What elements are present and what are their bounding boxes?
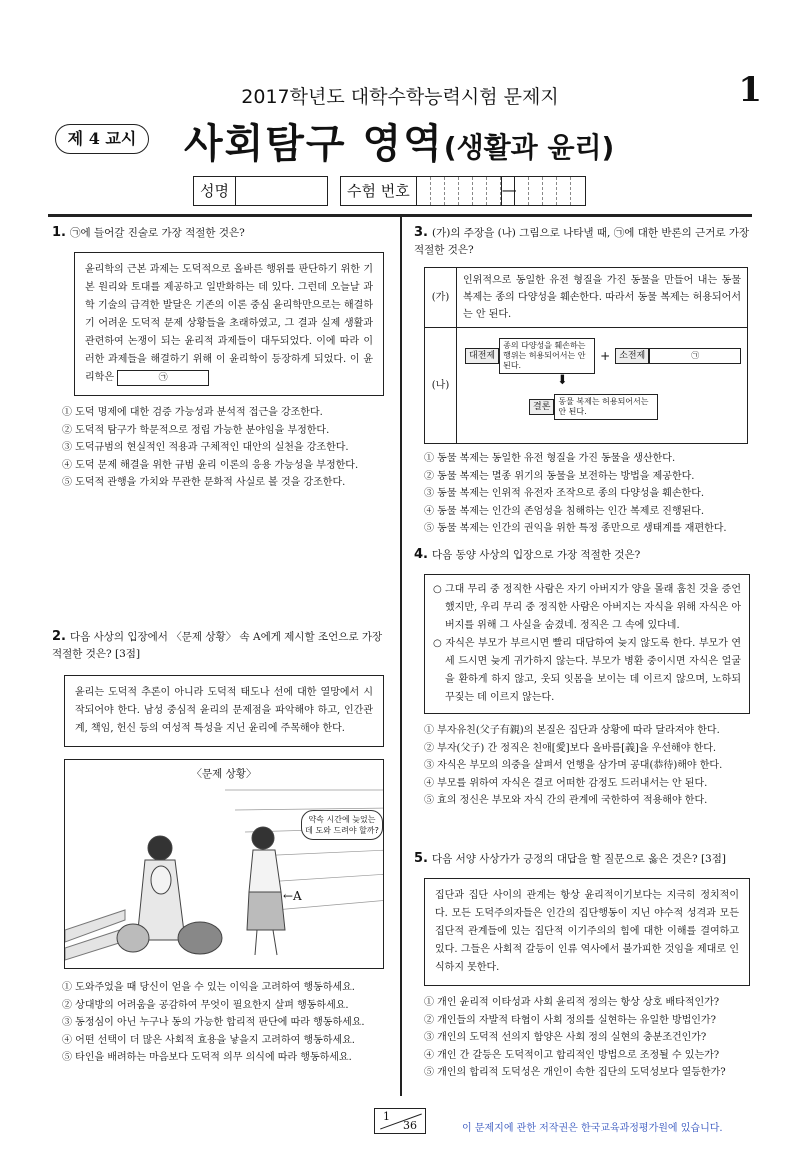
q4-bullet: ○ 그대 무리 중 정직한 사람은 자기 아버지가 양을 몰래 훔친 것을 증언했지만, 우리 무리 중 정직한 사람은 아버지는 자식을 위해 자식은 아버지를 위해 그 사실을 숨겼네. 정직은 그 속에 있다네. bbox=[433, 584, 741, 631]
q2-scene bbox=[64, 759, 384, 969]
session-badge: 제 4 교시 bbox=[55, 124, 149, 154]
conclusion-label: 결론 bbox=[529, 399, 554, 415]
name-exam-number-box bbox=[193, 176, 586, 206]
column-divider bbox=[400, 214, 402, 1096]
q1-blank: ㉠ bbox=[117, 370, 209, 386]
q1-options bbox=[62, 404, 388, 492]
q2-options bbox=[62, 979, 388, 1067]
subject-title bbox=[184, 112, 614, 169]
page-total: 36 bbox=[403, 1119, 417, 1132]
q1-stem: 1. ㉠에 들어갈 진술로 가장 적절한 것은? bbox=[52, 225, 245, 240]
scene-illustration bbox=[65, 760, 384, 969]
q3-ga-text: 인위적으로 동일한 유전 형질을 가진 동물을 만들어 내는 동물 복제는 종의 다양성을 훼손한다. 따라서 동물 복제는 허용되어서는 안 된다. bbox=[457, 268, 748, 328]
question-3 bbox=[414, 224, 750, 538]
major-premise-text: 종의 다양성을 훼손하는 행위는 허용되어서는 안 된다. bbox=[499, 338, 595, 374]
question-2 bbox=[52, 628, 388, 1067]
q5-option[interactable]: ② 개인들의 자발적 타협이 사회 정의를 실현하는 유일한 방법인가? bbox=[424, 1014, 716, 1026]
q4-option[interactable]: ③ 자식은 부모의 의중을 살펴서 언행을 삼가며 공대(恭待)해야 한다. bbox=[424, 760, 723, 771]
copyright-notice: 이 문제지에 관한 저작권은 한국교육과정평가원에 있습니다. bbox=[462, 1123, 723, 1134]
page-number: 1 bbox=[738, 70, 762, 110]
woman-with-baby bbox=[117, 836, 222, 954]
q3-stem: 3. (가)의 주장을 (나) 그림으로 나타낼 때, ㉠에 대한 반론의 근거로 가장 적절한 것은? bbox=[414, 225, 750, 256]
q1-option[interactable]: ② 도덕적 탐구가 학문적으로 정립 가능한 분야임을 부정한다. bbox=[62, 424, 330, 436]
q3-options bbox=[424, 450, 750, 538]
q4-options bbox=[424, 722, 750, 810]
q3-option[interactable]: ① 동물 복제는 동일한 유전 형질을 가진 동물을 생산한다. bbox=[424, 453, 676, 464]
footer-page-indicator bbox=[374, 1108, 426, 1134]
q5-options bbox=[424, 994, 750, 1082]
q5-passage: 집단과 집단 사이의 관계는 항상 윤리적이기보다는 지극히 정치적이다. 모든 도덕주의자들은 인간의 집단행동이 지닌 야수적 성격과 모든 집단적 관계들에 있는 집단적 이기주의의 힘에 대한 이해를 결여하고 있다. 그들은 사회적 갈등이 인류 역사에서 불가피한 것임을 제대로 인식하지 못한다. bbox=[424, 878, 750, 986]
exam-number-label: 수험 번호 bbox=[340, 176, 417, 206]
q5-stem: 5. 다음 서양 사상가가 긍정의 대답을 할 질문으로 옳은 것은? [3점] bbox=[414, 851, 726, 866]
q3-option[interactable]: ④ 동물 복제는 인간의 존엄성을 침해하는 인간 복제로 진행된다. bbox=[424, 505, 705, 517]
q5-option[interactable]: ① 개인 윤리적 이타성과 사회 윤리적 정의는 항상 상호 배타적인가? bbox=[424, 997, 720, 1008]
q2-option[interactable]: ④ 어떤 선택이 더 많은 사회적 효용을 낳을지 고려하여 행동하세요. bbox=[62, 1034, 355, 1046]
q1-option[interactable]: ③ 도덕규범의 현실적인 적용과 구체적인 대안의 실천을 강조한다. bbox=[62, 442, 349, 453]
minor-premise-label: 소전제 bbox=[615, 348, 649, 364]
q5-option[interactable]: ③ 개인의 도덕적 선의지 함양은 사회 정의 실현의 충분조건인가? bbox=[424, 1032, 707, 1043]
thought-bubble: 약속 시간에 늦었는데 도와 드려야 할까? bbox=[301, 810, 383, 840]
q3-option[interactable]: ③ 동물 복제는 인위적 유전자 조작으로 종의 다양성을 훼손한다. bbox=[424, 488, 705, 499]
q4-option[interactable]: ② 부자(父子) 간 정직은 친애[愛]보다 올바름[義]을 우선해야 한다. bbox=[424, 742, 717, 754]
q2-option[interactable]: ③ 동정심이 아닌 누구나 동의 가능한 합리적 판단에 따라 행동하세요. bbox=[62, 1017, 365, 1028]
q4-option[interactable]: ⑤ 효의 정신은 부모와 자식 간의 관계에 국한하여 적용해야 한다. bbox=[424, 795, 708, 806]
minor-premise-blank: ㉠ bbox=[649, 348, 741, 364]
q4-option[interactable]: ① 부자유친(父子有親)의 본질은 집단과 상황에 따라 달라져야 한다. bbox=[424, 725, 720, 736]
major-premise-label: 대전제 bbox=[465, 348, 499, 364]
q5-option[interactable]: ④ 개인 간 갈등은 도덕적이고 합리적인 방법으로 조정될 수 있는가? bbox=[424, 1049, 720, 1061]
label-a: ←A bbox=[283, 889, 302, 903]
q3-ga-label: (가) bbox=[425, 268, 457, 328]
q3-option[interactable]: ② 동물 복제는 멸종 위기의 동물을 보전하는 방법을 제공한다. bbox=[424, 470, 695, 482]
name-field[interactable] bbox=[236, 176, 328, 206]
q3-na-label: (나) bbox=[425, 328, 457, 444]
page-current: 1 bbox=[383, 1110, 390, 1123]
q4-passage bbox=[424, 574, 750, 714]
name-label: 성명 bbox=[193, 176, 236, 206]
q2-option[interactable]: ② 상대방의 어려움을 공감하여 무엇이 필요한지 살펴 행동하세요. bbox=[62, 999, 349, 1011]
q4-bullet: ○ 자식은 부모가 부르시면 빨리 대답하여 늦지 않도록 한다. 부모가 연세 드시면 늦게 귀가하지 않는다. 부모가 병환 중이시면 자식은 얼굴을 환하게 하지 않고, 웃되 잇몸을 보이는 데 이르지 않으며, 노하되 꾸짖는 데 이르지 않는다. bbox=[433, 638, 741, 703]
subject-sub: (생활과 윤리) bbox=[443, 131, 615, 164]
q1-option[interactable]: ④ 도덕 문제 해결을 위한 규범 윤리 이론의 응용 가능성을 부정한다. bbox=[62, 459, 359, 471]
q2-passage: 윤리는 도덕적 추론이 아니라 도덕적 태도나 선에 대한 열망에서 시작되어야 한다. 남성 중심적 윤리의 문제점을 파악해야 하고, 인간관계, 책임, 헌신 등의 여성적 특성을 지닌 윤리에 주목해야 한다. bbox=[64, 675, 384, 747]
q3-syllogism: 대전제 종의 다양성을 훼손하는 행위는 허용되어서는 안 된다. + 소전제 ㉠ ⬇ 결론 동물 복제는 허용되어서는 안 된다. bbox=[457, 328, 748, 444]
subject-main: 사회탐구 영역 bbox=[184, 121, 444, 167]
q4-option[interactable]: ④ 부모를 위하여 자식은 결코 어떠한 감정도 드러내서는 안 된다. bbox=[424, 777, 708, 789]
conclusion-text: 동물 복제는 허용되어서는 안 된다. bbox=[554, 394, 658, 420]
q5-option[interactable]: ⑤ 개인의 합리적 도덕성은 개인이 속한 집단의 도덕성보다 열등한가? bbox=[424, 1067, 726, 1078]
q3-option[interactable]: ⑤ 동물 복제는 인간의 권익을 위한 특정 종만으로 생태계를 재편한다. bbox=[424, 523, 727, 534]
exam-number-field[interactable]: — bbox=[417, 176, 586, 206]
question-5 bbox=[414, 850, 750, 1082]
q1-option[interactable]: ⑤ 도덕적 관행을 가치와 무관한 문화적 사실로 볼 것을 강조한다. bbox=[62, 477, 346, 488]
q2-stem: 2. 다음 사상의 입장에서 〈문제 상황〉 속 A에게 제시할 조언으로 가장 적절한 것은? [3점] bbox=[52, 629, 383, 660]
q1-option[interactable]: ① 도덕 명제에 대한 검증 가능성과 분석적 접근을 강조한다. bbox=[62, 407, 323, 418]
question-4 bbox=[414, 546, 750, 810]
exam-title: 2017학년도 대학수학능력시험 문제지 bbox=[241, 86, 559, 108]
question-1 bbox=[52, 224, 388, 492]
arrow-down-icon: ⬇ bbox=[557, 373, 568, 388]
q3-table bbox=[424, 267, 748, 444]
q1-passage: 윤리학의 근본 과제는 도덕적으로 올바른 행위를 판단하기 위한 기본 원리와 토대를 제공하고 일반화하는 데 있다. 그런데 오늘날 과학 기술의 급격한 발달은 기존의 이론 중심 윤리학만으로는 해결하기 어려운 도덕적 문제 상황들을 초래하였고, 그 결과 실제 생활과 관련하여 논쟁이 되는 윤리적 과제들이 대두되었다. 이에 따라 이러한 과제들을 해결하기 위해 이 윤리학이 등장하게 되었다. 이 윤리학은 ㉠ bbox=[74, 252, 384, 396]
scene-title: 〈문제 상황〉 bbox=[191, 768, 257, 780]
q2-option[interactable]: ① 도와주었을 때 당신이 얻을 수 있는 이익을 고려하여 행동하세요. bbox=[62, 982, 355, 993]
q2-option[interactable]: ⑤ 타인을 배려하는 마음보다 도덕적 의무 의식에 따라 행동하세요. bbox=[62, 1052, 352, 1063]
woman-a bbox=[247, 827, 285, 955]
q4-stem: 4. 다음 동양 사상의 입장으로 가장 적절한 것은? bbox=[414, 547, 641, 562]
